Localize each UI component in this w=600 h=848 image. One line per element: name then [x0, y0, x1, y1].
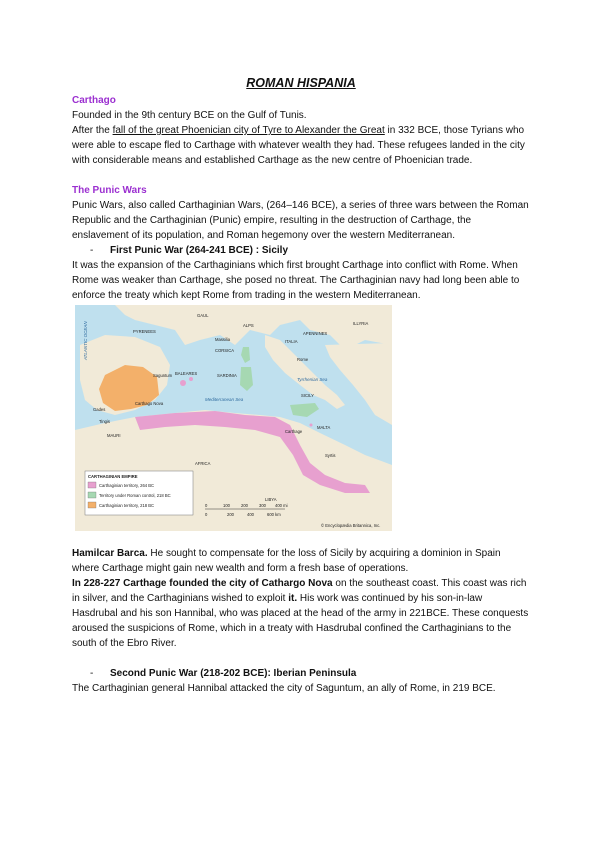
map-label-syrtis: Syrtis [325, 453, 336, 458]
map-label-tyrrhenian: Tyrrhenian Sea [297, 377, 328, 382]
bullet-dash: - [90, 245, 94, 256]
carthago-text-pre: After the [72, 125, 113, 136]
map-malta [310, 424, 313, 427]
scale-mi-300: 300 [259, 503, 266, 508]
carthago-line1: Founded in the 9th century BCE on the Gulf of Tunis. [72, 110, 307, 121]
document-body [72, 76, 530, 696]
carthago-nova-text-c: His work was continued by his son-in-law Hasdrubal and his son Hannibal, who was placed at the head of the army in 221BCE. These conquests aroused the suspicions of Rome, which in a treaty with Hasdrubal confined the Carthaginians to the south of the Ebro River. [72, 593, 529, 649]
map-label-malta: MALTA [317, 425, 331, 430]
bullet-first-punic-war [90, 243, 530, 258]
map-label-corsica: CORSICA [215, 348, 235, 353]
map-baleares [180, 380, 186, 386]
map-label-carthage: Carthage [285, 429, 303, 434]
bullet-second-punic-war [90, 666, 530, 681]
second-war-title: Second Punic War (218-202 BCE): Iberian Peninsula [110, 668, 357, 679]
first-war-text: It was the expansion of the Carthaginians which first brought Carthage into conflict with Rome. When Rome was weaker than Carthage, she posed no threat. The Carthaginian navy had long been able to enforce the treaty which kept Rome from trading in the western Mediterranean. [72, 260, 520, 301]
carthago-text-post: in 332 BCE, those Tyrians who were able to escape fled to Carthage with whatever wealth they had. These refugees landed in the city with considerable means and established Carthage as the new centre of Phoenician trade. [72, 125, 525, 166]
heading-punic-wars: The Punic Wars [72, 185, 147, 196]
map-label-mauri: MAURI [107, 433, 121, 438]
map-label-illyria: ILLYRIA [353, 321, 369, 326]
legend-swatch-3 [88, 502, 96, 508]
map-svg [75, 305, 392, 531]
map-label-med-sea: Mediterranean Sea [205, 397, 244, 402]
legend-swatch-1 [88, 482, 96, 488]
heading-carthago: Carthago [72, 95, 116, 106]
map-label-italia: ITALIA [285, 339, 298, 344]
map-baleares-2 [189, 377, 193, 381]
map-label-sardinia: SARDINIA [217, 373, 237, 378]
scale-mi-400: 400 mi [275, 503, 288, 508]
carthago-paragraph [72, 123, 530, 168]
carthago-nova-it: it. [288, 593, 298, 604]
map-label-libya: LIBYA [265, 497, 277, 502]
hamilcar-name: Hamilcar Barca. [72, 548, 148, 559]
map-label-apennines: APENNINES [303, 331, 328, 336]
legend-swatch-2 [88, 492, 96, 498]
map-label-tingis: Tingis [99, 419, 111, 424]
first-war-title: First Punic War (264-241 BCE) : Sicily [110, 245, 289, 256]
hamilcar-text: He sought to compensate for the loss of Sicily by acquiring a dominion in Spain where Carthage might gain new wealth and form a fresh base of operations. [72, 548, 501, 574]
map-label-massilia: Massilia [215, 337, 231, 342]
carthago-nova-paragraph [72, 576, 530, 651]
legend-item-1: Carthaginian territory, 264 BC [99, 483, 155, 488]
hamilcar-paragraph [72, 546, 530, 576]
map-label-baleares: BALEARES [175, 371, 198, 376]
map-label-gades: Gades [93, 407, 106, 412]
carthago-nova-text-a: on the southeast coast. This coast was rich in silver, and the Carthaginians wished to exploit [72, 578, 527, 604]
scale-mi-0: 0 [205, 503, 208, 508]
map-label-pyrenees: PYRENEES [133, 329, 156, 334]
carthago-nova-bold: In 228-227 Carthage founded the city of Cathargo Nova [72, 578, 333, 589]
map-label-atlantic: ATLANTIC OCEAN [83, 321, 88, 360]
map-label-cartagena: Carthago Nova [135, 401, 164, 406]
page-title: ROMAN HISPANIA [246, 76, 356, 90]
map-label-rome: Rome [297, 357, 309, 362]
scale-km-400: 400 [247, 512, 254, 517]
punic-intro: Punic Wars, also called Carthaginian Wars, (264–146 BCE), a series of three wars between the Roman Republic and the Carthaginian (Punic) empire, resulting in the destruction of Carthage, the enslavement of its population, and Roman hegemony over the western Mediterranean. [72, 200, 529, 241]
second-war-text: The Carthaginian general Hannibal attacked the city of Saguntum, an ally of Rome, in 219 BCE. [72, 683, 496, 694]
map-label-africa: AFRICA [195, 461, 211, 466]
legend-item-2: Territory under Roman control, 218 BC [99, 493, 171, 498]
scale-km-200: 200 [227, 512, 234, 517]
scale-km-0: 0 [205, 512, 208, 517]
scale-km-600: 600 km [267, 512, 281, 517]
map-label-alps: ALPS [243, 323, 254, 328]
map-credit: © Encyclopædia Britannica, Inc. [321, 523, 381, 528]
punic-wars-map [75, 305, 392, 531]
legend-item-3: Carthaginian territory, 218 BC [99, 503, 155, 508]
bullet-dash-2: - [90, 668, 94, 679]
tyre-link[interactable]: fall of the great Phoenician city of Tyre to Alexander the Great [112, 125, 385, 136]
map-label-sicily: SICILY [301, 393, 314, 398]
map-label-saguntum: Saguntum [153, 373, 173, 378]
scale-mi-100: 100 [223, 503, 230, 508]
scale-mi-200: 200 [241, 503, 248, 508]
map-label-gaul: GAUL [197, 313, 209, 318]
legend-title: CARTHAGINIAN EMPIRE [88, 474, 138, 479]
